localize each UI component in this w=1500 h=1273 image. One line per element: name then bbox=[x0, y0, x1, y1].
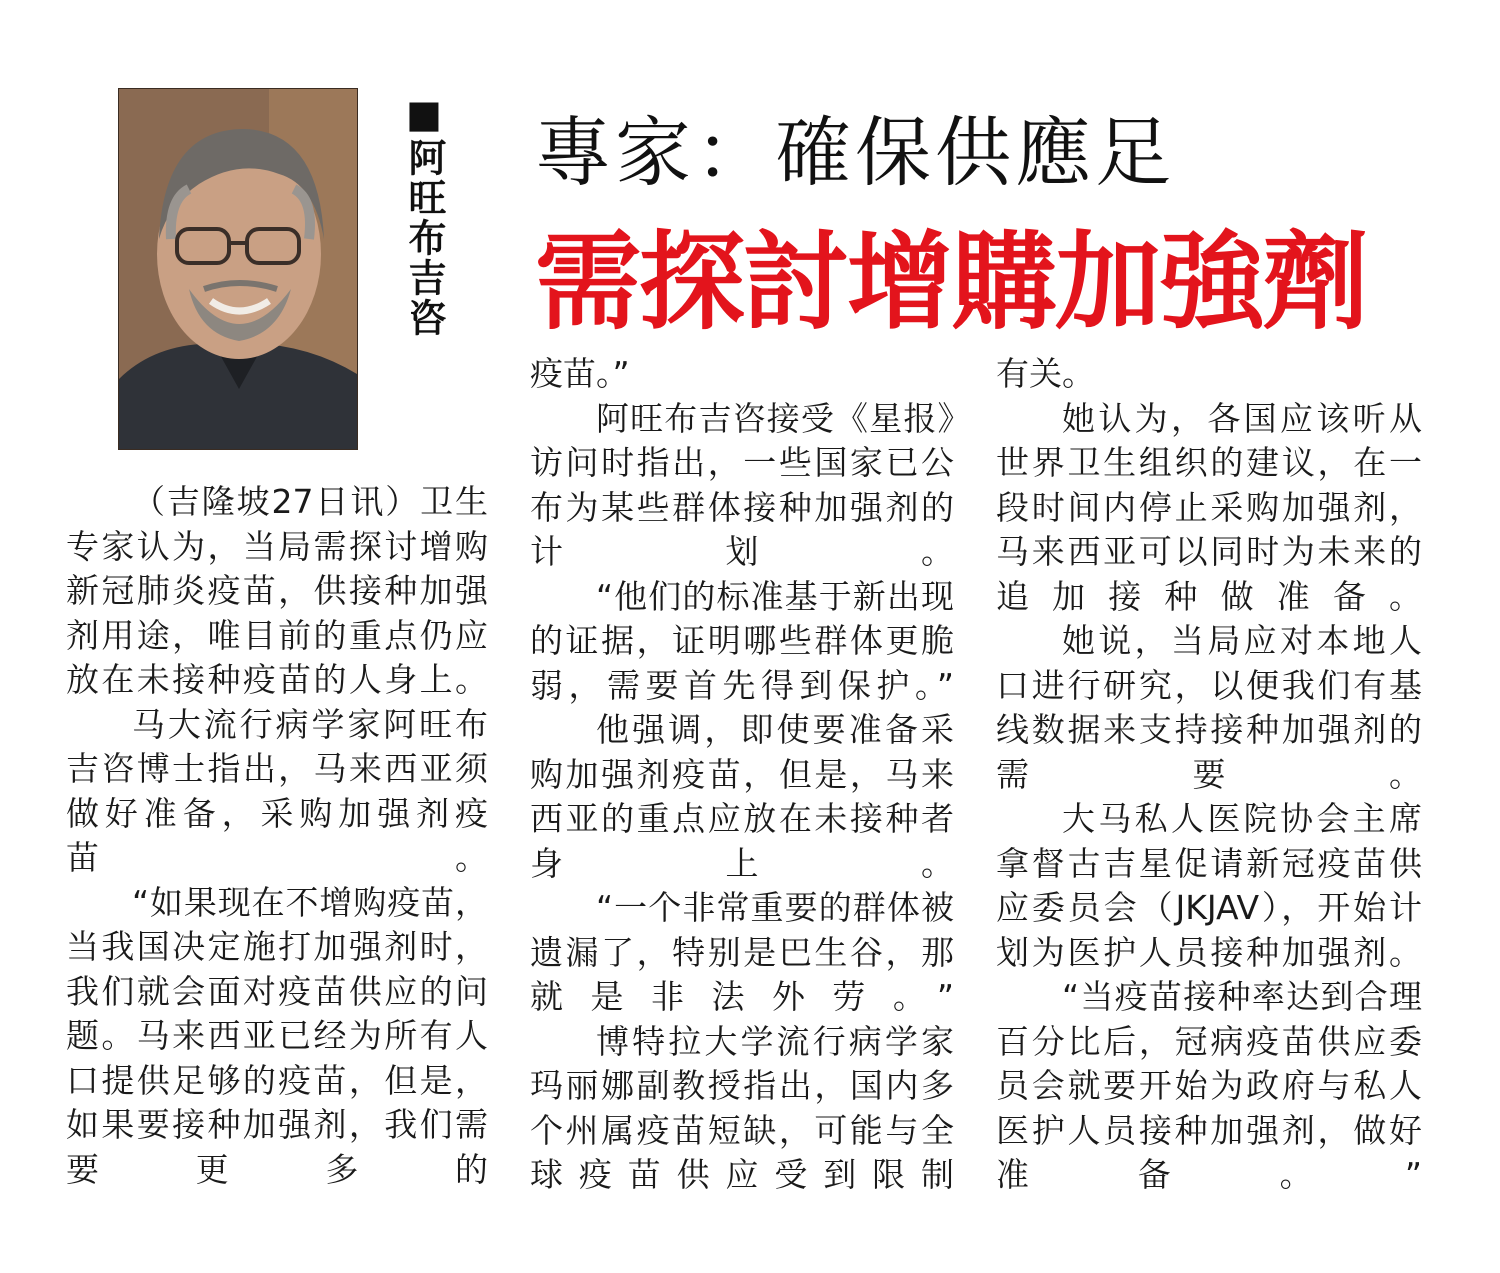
paragraph: 有关。 bbox=[996, 354, 1095, 393]
paragraph: “他们的标准基于新出现的证据，证明哪些群体更脆弱，需要首先得到保护。” bbox=[530, 576, 954, 705]
headline-kicker: 專家：確保供應足 bbox=[535, 108, 1175, 197]
paragraph: 马大流行病学家阿旺布吉咨博士指出，马来西亚须做好准备，采购加强剂疫苗。 bbox=[66, 704, 488, 877]
paragraph: “一个非常重要的群体被遗漏了，特别是巴生谷，那就是非法外劳。” bbox=[530, 888, 954, 1016]
article-column-2 bbox=[530, 352, 954, 1198]
paragraph: “当疫苗接种率达到合理百分比后，冠病疫苗供应委员会就要开始为政府与私人医护人员接种加强剂，做好准备。” bbox=[996, 977, 1422, 1194]
photo-caption: ■阿旺布吉咨 bbox=[402, 92, 446, 338]
headline-main: 需探討增購加強劑 bbox=[535, 221, 1367, 344]
paragraph: 阿旺布吉咨接受《星报》访问时指出，一些国家已公布为某些群体接种加强剂的计划。 bbox=[530, 398, 954, 571]
paragraph: 她认为，各国应该听从世界卫生组织的建议，在一段时间内停止采购加强剂，马来西亚可以同时为未来的追加接种做准备。 bbox=[996, 398, 1422, 616]
paragraph: 疫苗。” bbox=[530, 354, 630, 393]
portrait-icon bbox=[119, 89, 357, 449]
paragraph: 大马私人医院协会主席拿督古吉星促请新冠疫苗供应委员会（JKJAV），开始计划为医护人员接种加强剂。 bbox=[996, 799, 1422, 972]
paragraph: （吉隆坡27日讯）卫生专家认为，当局需探讨增购新冠肺炎疫苗，供接种加强剂用途，唯目前的重点仍应放在未接种疫苗的人身上。 bbox=[66, 482, 488, 699]
paragraph: 她说，当局应对本地人口进行研究，以便我们有基线数据来支持接种加强剂的需要。 bbox=[996, 621, 1422, 794]
paragraph: 他强调，即使要准备采购加强剂疫苗，但是，马来西亚的重点应放在未接种者身上。 bbox=[530, 710, 954, 883]
article-column-1 bbox=[66, 480, 488, 1192]
article-column-3 bbox=[996, 352, 1422, 1198]
paragraph: “如果现在不增购疫苗，当我国决定施打加强剂时，我们就会面对疫苗供应的问题。马来西亚已经为所有人口提供足够的疫苗，但是，如果要接种加强剂，我们需要更多的 bbox=[66, 882, 488, 1189]
portrait-photo bbox=[118, 88, 358, 450]
paragraph: 博特拉大学流行病学家玛丽娜副教授指出，国内多个州属疫苗短缺，可能与全球疫苗供应受到限制 bbox=[530, 1021, 954, 1194]
